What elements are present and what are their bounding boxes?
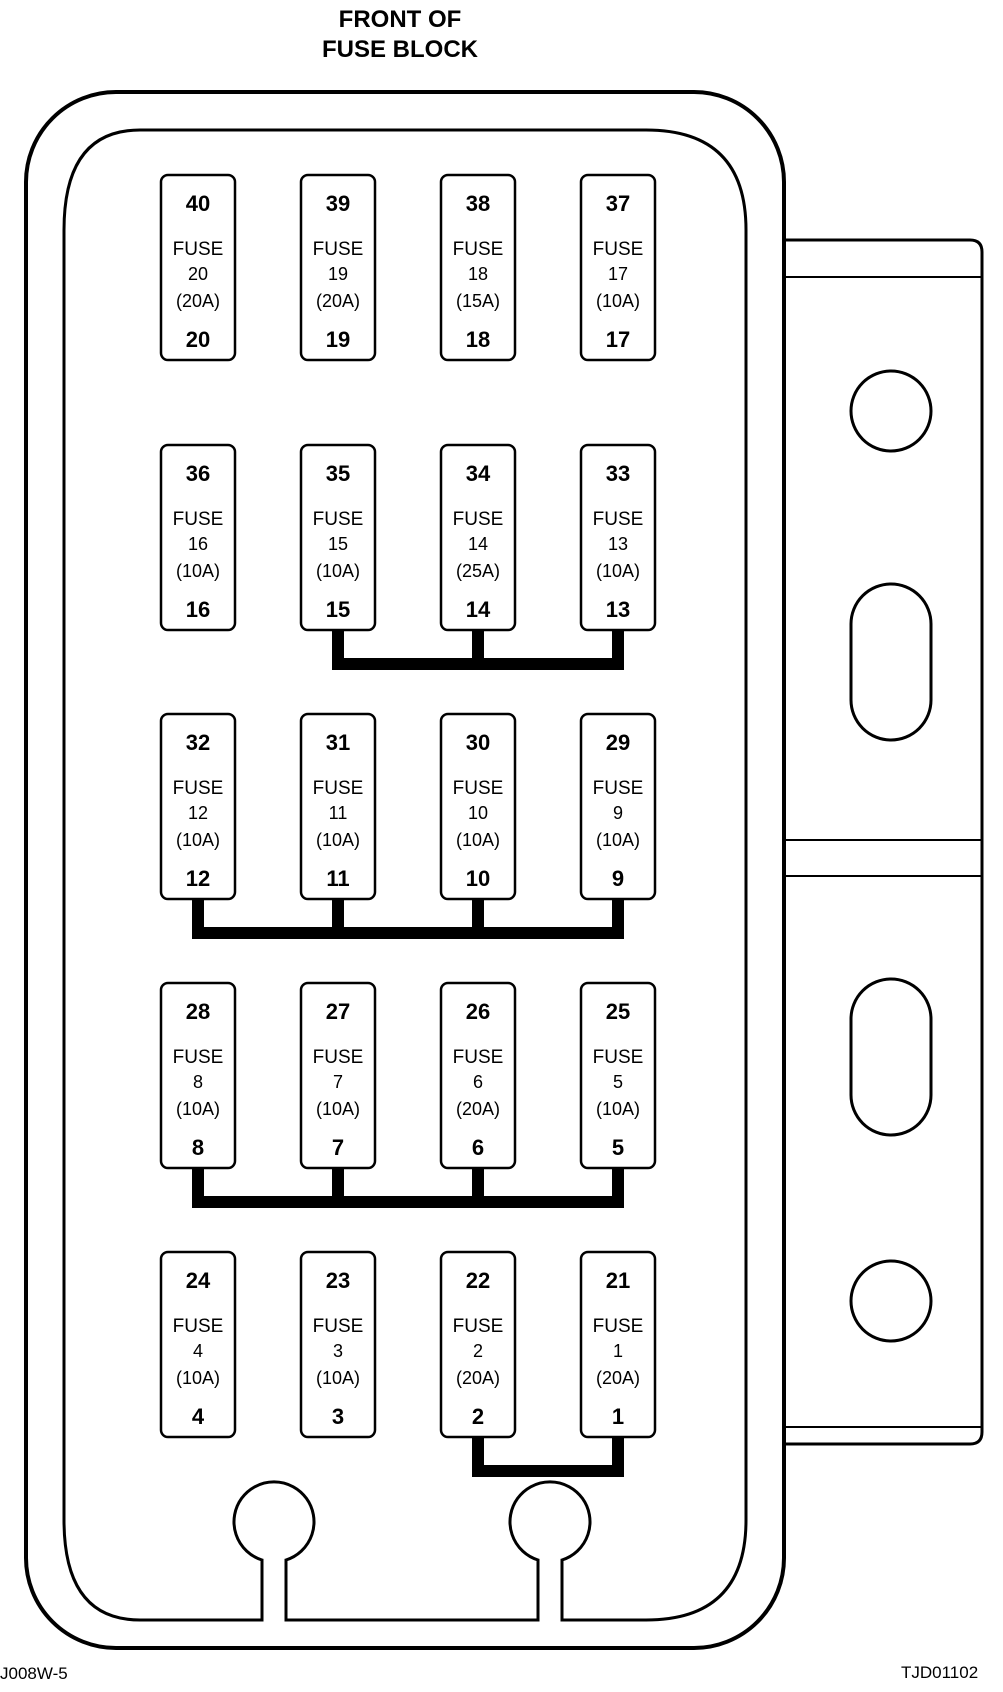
fuse-rating: (25A) — [455, 561, 501, 581]
fuse-terminal-bottom: 13 — [605, 597, 631, 622]
fuse-label: FUSE — [452, 509, 504, 530]
fuse-label: FUSE — [172, 239, 224, 260]
fuse-number: 12 — [187, 803, 209, 823]
fuse-terminal-top: 26 — [465, 999, 491, 1024]
fuse-rating: (10A) — [315, 1099, 361, 1119]
fuse-terminal-top: 39 — [325, 191, 351, 216]
fuse-terminal-bottom: 20 — [185, 327, 211, 352]
fuse-terminal-bottom: 1 — [611, 1404, 625, 1429]
fuse-rating: (10A) — [175, 830, 221, 850]
fuse-17 — [581, 175, 655, 360]
fuse-number: 1 — [612, 1341, 624, 1361]
fuse-13 — [581, 445, 655, 630]
fuse-number: 4 — [192, 1341, 204, 1361]
mounting-slot-lower — [851, 979, 931, 1135]
fuse-4 — [161, 1252, 235, 1437]
fuse-terminal-top: 24 — [185, 1268, 211, 1293]
diagram-code-right: TJD01102 — [901, 1663, 979, 1682]
fuse-number: 6 — [472, 1072, 484, 1092]
fuse-9 — [581, 714, 655, 899]
fuse-label: FUSE — [592, 1316, 644, 1337]
fuse-terminal-bottom: 11 — [326, 866, 350, 891]
fuse-7 — [301, 983, 375, 1168]
fuse-number: 9 — [612, 803, 624, 823]
fuse-label: FUSE — [452, 1316, 504, 1337]
fuse-rating: (10A) — [315, 830, 361, 850]
fuse-terminal-bottom: 12 — [185, 866, 211, 891]
fuse-terminal-bottom: 2 — [471, 1404, 485, 1429]
fuse-rating: (20A) — [595, 1368, 641, 1388]
fuse-terminal-top: 40 — [185, 191, 211, 216]
fuse-rating: (10A) — [595, 1099, 641, 1119]
fuse-number: 13 — [607, 534, 629, 554]
fuse-number: 17 — [607, 264, 629, 284]
fuse-label: FUSE — [172, 1047, 224, 1068]
fuse-label: FUSE — [172, 509, 224, 530]
fuse-terminal-top: 25 — [605, 999, 631, 1024]
fuse-label: FUSE — [592, 239, 644, 260]
mounting-slot-upper — [851, 584, 931, 740]
fuse-rating: (20A) — [455, 1099, 501, 1119]
fuse-16 — [161, 445, 235, 630]
fuse-rating: (10A) — [175, 561, 221, 581]
fuse-number: 18 — [467, 264, 489, 284]
fuse-rating: (10A) — [595, 291, 641, 311]
fuse-19 — [301, 175, 375, 360]
diagram-code-left: J008W-5 — [0, 1664, 68, 1683]
fuse-terminal-bottom: 18 — [465, 327, 491, 352]
fuse-2 — [441, 1252, 515, 1437]
fuse-label: FUSE — [452, 239, 504, 260]
fuse-terminal-bottom: 6 — [471, 1135, 485, 1160]
fuse-rating: (10A) — [315, 1368, 361, 1388]
fuse-terminal-top: 28 — [185, 999, 211, 1024]
fuse-label: FUSE — [172, 778, 224, 799]
fuse-label: FUSE — [452, 778, 504, 799]
fuse-14 — [441, 445, 515, 630]
fuse-rating: (10A) — [595, 830, 641, 850]
fuse-terminal-top: 32 — [185, 730, 211, 755]
fuse-number: 14 — [467, 534, 489, 554]
fuse-terminal-bottom: 15 — [325, 597, 351, 622]
fuse-terminal-bottom: 9 — [611, 866, 625, 891]
fuse-terminal-bottom: 17 — [605, 327, 631, 352]
fuse-terminal-top: 34 — [465, 461, 491, 486]
fuse-12 — [161, 714, 235, 899]
fuse-number: 16 — [187, 534, 209, 554]
fuse-terminal-top: 30 — [465, 730, 491, 755]
fuse-11 — [301, 714, 375, 899]
fuse-label: FUSE — [312, 509, 364, 530]
fuse-label: FUSE — [592, 778, 644, 799]
fuse-terminal-top: 35 — [325, 461, 351, 486]
fuse-label: FUSE — [592, 509, 644, 530]
fuse-terminal-top: 29 — [605, 730, 631, 755]
fuse-rating: (10A) — [595, 561, 641, 581]
fuse-number: 3 — [332, 1341, 344, 1361]
fuse-rating: (10A) — [175, 1099, 221, 1119]
fuse-terminal-top: 33 — [605, 461, 631, 486]
fuse-terminal-bottom: 19 — [325, 327, 351, 352]
fuse-block-outer-housing — [26, 92, 784, 1648]
fuse-terminal-top: 23 — [325, 1268, 351, 1293]
fuse-1 — [581, 1252, 655, 1437]
fuse-rating: (10A) — [175, 1368, 221, 1388]
fuse-rating: (10A) — [455, 830, 501, 850]
fuse-number: 8 — [192, 1072, 204, 1092]
fuse-20 — [161, 175, 235, 360]
fuse-terminal-bottom: 3 — [331, 1404, 345, 1429]
mounting-hole-circle — [851, 371, 931, 451]
fuse-terminal-top: 31 — [325, 730, 351, 755]
fuse-terminal-top: 22 — [465, 1268, 491, 1293]
fuse-number: 5 — [612, 1072, 624, 1092]
diagram-title-line1: FRONT OF — [338, 6, 462, 33]
fuse-rating: (20A) — [315, 291, 361, 311]
diagram-title-line2: FUSE BLOCK — [322, 36, 478, 63]
fuse-terminal-bottom: 7 — [331, 1135, 345, 1160]
fuse-rating: (20A) — [175, 291, 221, 311]
fuse-number: 20 — [187, 264, 209, 284]
fuse-number: 10 — [467, 803, 489, 823]
fuse-number: 7 — [332, 1072, 344, 1092]
mounting-bracket — [784, 240, 982, 1444]
fuse-label: FUSE — [592, 1047, 644, 1068]
fuse-terminal-bottom: 5 — [611, 1135, 625, 1160]
fuse-label: FUSE — [452, 1047, 504, 1068]
fuse-number: 15 — [327, 534, 349, 554]
fuse-label: FUSE — [312, 1047, 364, 1068]
fuse-terminal-bottom: 4 — [191, 1404, 205, 1429]
fuse-label: FUSE — [312, 1316, 364, 1337]
fuse-5 — [581, 983, 655, 1168]
fuse-label: FUSE — [312, 239, 364, 260]
fuse-number: 19 — [327, 264, 349, 284]
fuse-8 — [161, 983, 235, 1168]
fuse-terminal-bottom: 14 — [465, 597, 491, 622]
fuse-number: 2 — [472, 1341, 484, 1361]
fuse-terminal-bottom: 8 — [191, 1135, 205, 1160]
fuse-terminal-top: 21 — [605, 1268, 631, 1293]
fuse-terminal-top: 38 — [465, 191, 491, 216]
fuse-terminal-top: 36 — [185, 461, 211, 486]
fuse-18 — [441, 175, 515, 360]
fuse-6 — [441, 983, 515, 1168]
fuse-15 — [301, 445, 375, 630]
fuse-terminal-bottom: 10 — [465, 866, 491, 891]
fuse-3 — [301, 1252, 375, 1437]
fuse-terminal-top: 37 — [605, 191, 631, 216]
fuse-rating: (15A) — [455, 291, 501, 311]
fuse-10 — [441, 714, 515, 899]
fuse-rating: (10A) — [315, 561, 361, 581]
fuse-terminal-top: 27 — [325, 999, 351, 1024]
mounting-hole-circle — [851, 1261, 931, 1341]
fuse-rating: (20A) — [455, 1368, 501, 1388]
fuse-label: FUSE — [312, 778, 364, 799]
fuse-number: 11 — [328, 803, 348, 823]
fuse-label: FUSE — [172, 1316, 224, 1337]
fuse-terminal-bottom: 16 — [185, 597, 211, 622]
